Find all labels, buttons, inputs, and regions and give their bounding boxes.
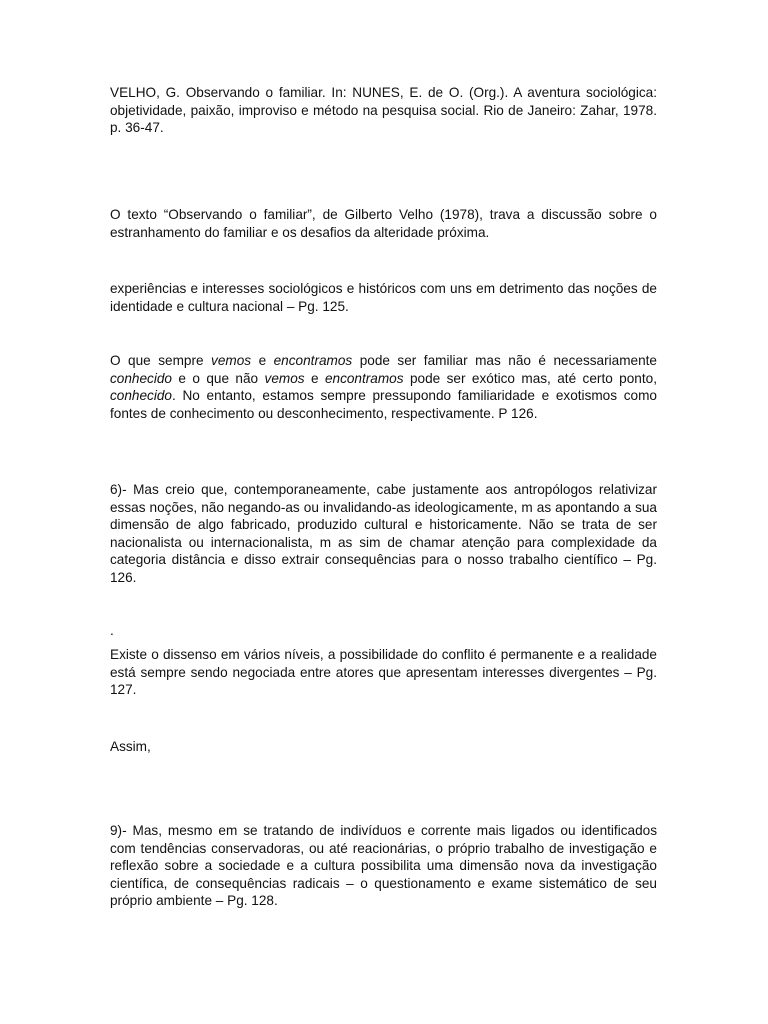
assim-line: Assim, xyxy=(110,739,151,754)
quote-item-9: 9)- Mas, mesmo em se tratando de indivíduos e corrente mais ligados ou identificados com tendências conservadoras, ou até reacionárias, o próprio trabalho de investigação e reflexão sobre a sociedade e a cultura possibilita uma dimensão nova da investigação científica, de consequências radicais – o questionamento e exame sistemático de seu próprio ambiente – Pg. 128. xyxy=(110,823,657,909)
intro-paragraph: O texto “Observando o familiar”, de Gilberto Velho (1978), trava a discussão sobre o estranhamento do familiar e os desafios da alteridade próxima. xyxy=(110,207,657,240)
quote-vemos-encontramos: O que sempre vemos e encontramos pode ser familiar mas não é necessariamente conhecido e o que não vemos e encontramos pode ser exótico mas, até certo ponto, conhecido. No entanto, estamos sempre pressupondo familiaridade e exotismos como fontes de conhecimento ou desconhecimento, respectivamente. P 126. xyxy=(110,353,657,421)
bibliographic-reference: VELHO, G. Observando o familiar. In: NUNES, E. de O. (Org.). A aventura sociológica: objetividade, paixão, improviso e método na pesquisa social. Rio de Janeiro: Zahar, 1978. p. 36-47. xyxy=(110,85,657,136)
quote-item-6: 6)- Mas creio que, contemporaneamente, cabe justamente aos antropólogos relativizar essas noções, não negando-as ou invalidando-as ideologicamente, m as apontando a sua dimensão de algo fabricado, produzido cultural e historicamente. Não se trata de ser nacionalista ou internacionalista, m as sim de chamar atenção para complexidade da categoria distância e disso extrair consequências para o nosso trabalho científico – Pg. 126. xyxy=(110,482,657,585)
quote-experiencias: experiências e interesses sociológicos e históricos com uns em detrimento das noções de identidade e cultura nacional – Pg. 125. xyxy=(110,281,657,314)
dot-separator: . xyxy=(110,623,114,638)
quote-dissenso: Existe o dissenso em vários níveis, a possibilidade do conflito é permanente e a realidade está sempre sendo negociada entre atores que apresentam interesses divergentes – Pg. 127. xyxy=(110,647,657,698)
